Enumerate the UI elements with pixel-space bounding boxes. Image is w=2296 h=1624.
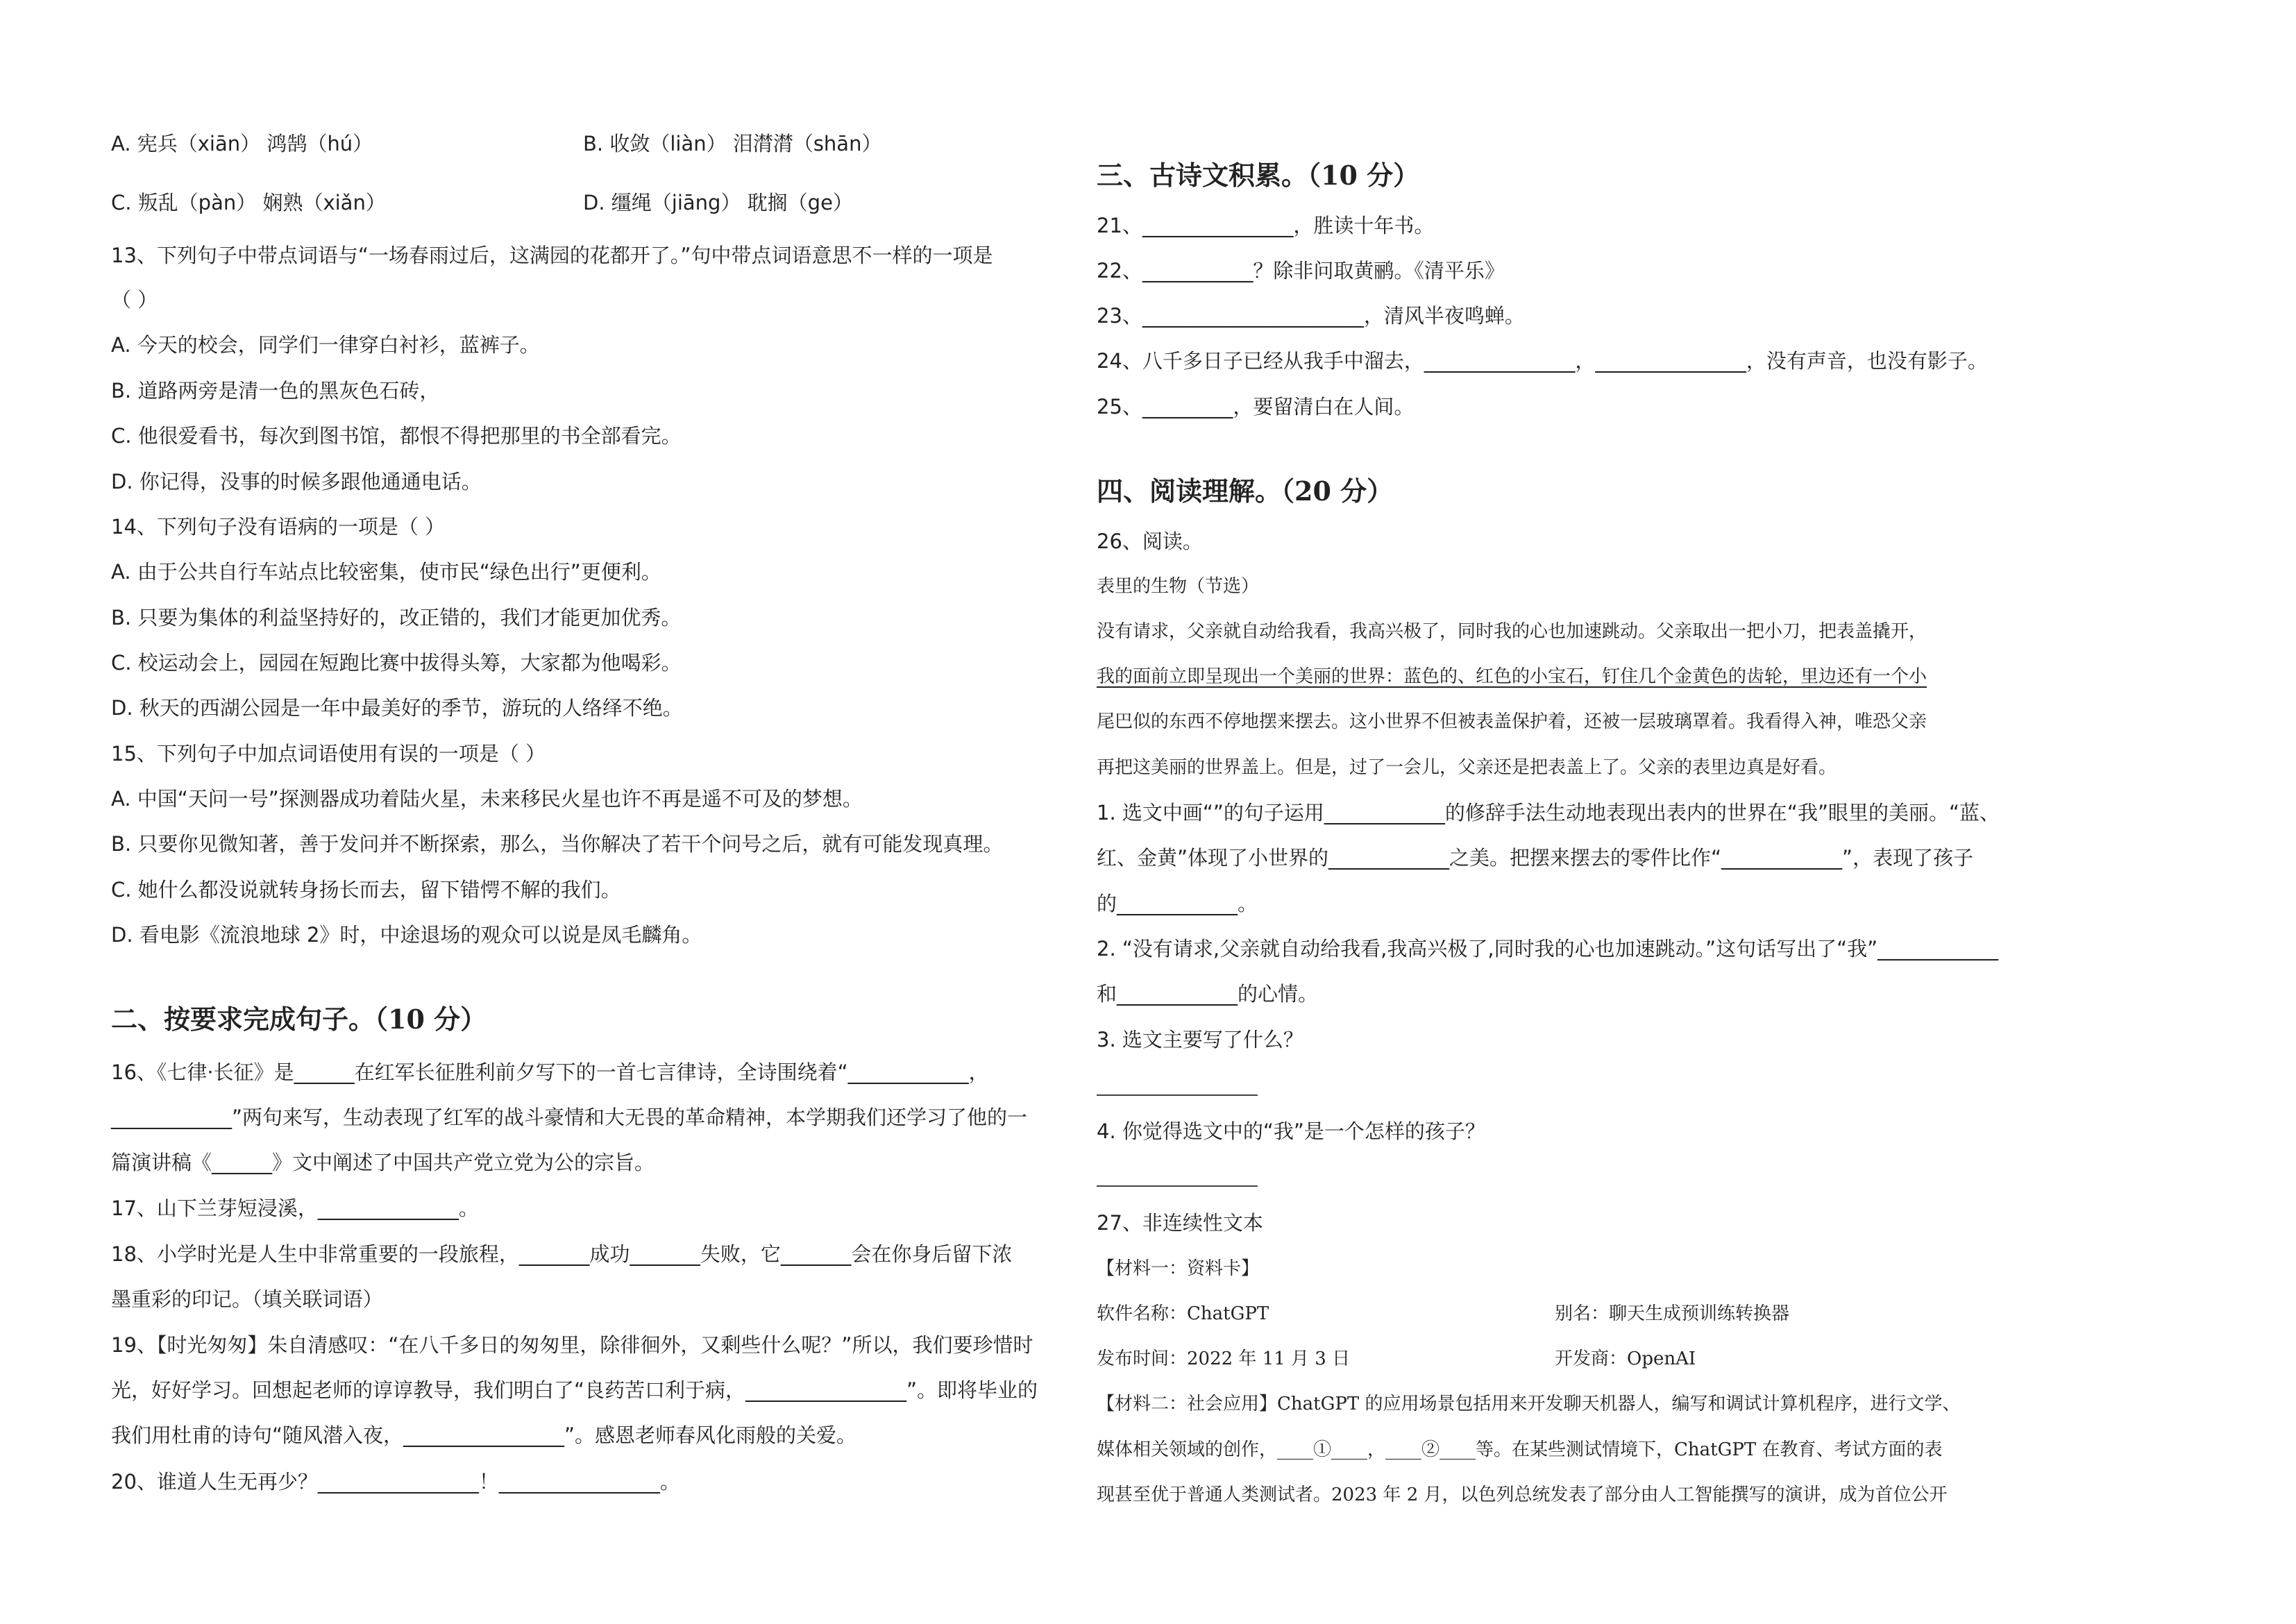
passage-title: 表里的生物（节选） bbox=[1097, 576, 1260, 597]
section-3-title: 三、古诗文积累。（10 分） bbox=[1097, 160, 1420, 191]
reading-question-3: 3. 选文主要写了什么？ bbox=[1097, 1028, 1303, 1051]
option-line: D. 看电影《流浪地球 2》时，中途退场的观众可以说是凤毛麟角。 bbox=[111, 923, 702, 947]
option-line: B. 只要你见微知著，善于发问并不断探索，那么，当你解决了若干个问号之后，就有可能发现真理。 bbox=[111, 832, 1004, 856]
option-line: A. 今天的校会，同学们一律穿白衬衫，蓝裤子。 bbox=[111, 333, 540, 357]
option-c: C. 叛乱（pàn） 娴熟（xiǎn） bbox=[111, 191, 386, 214]
question-16-cont: 篇演讲稿《______》文中阐述了中国共产党立党为公的宗旨。 bbox=[111, 1151, 655, 1174]
option-a: A. 宪兵（xiān） 鸿鹄（hú） bbox=[111, 132, 373, 155]
option-line: C. 校运动会上，园园在短跑比赛中拔得头筹，大家都为他喝彩。 bbox=[111, 651, 682, 675]
question-16-cont: ____________”两句来写，生动表现了红军的战斗豪情和大无畏的革命精神，本学期我们还学习了他的一 bbox=[111, 1106, 1028, 1129]
question-25: 25、_________，要留清白在人间。 bbox=[1097, 395, 1415, 418]
material-2-line: 媒体相关领域的创作，____①____，____②____等。在某些测试情境下，ChatGPT 在教育、考试方面的表 bbox=[1097, 1439, 1943, 1460]
card-software-name: 软件名称：ChatGPT bbox=[1097, 1303, 1269, 1324]
card-release-date: 发布时间：2022 年 11 月 3 日 bbox=[1097, 1348, 1351, 1369]
answer-line bbox=[1097, 1185, 1258, 1187]
section-4-title: 四、阅读理解。（20 分） bbox=[1097, 475, 1394, 507]
question-19-cont: 我们用杜甫的诗句“随风潜入夜，________________”。感恩老师春风化雨般的关爱。 bbox=[111, 1423, 857, 1447]
section-2-title: 二、按要求完成句子。（10 分） bbox=[111, 1004, 487, 1035]
question-20: 20、谁道人生无再少？________________！________________。 bbox=[111, 1470, 680, 1494]
question-15: 15、下列句子中加点词语使用有误的一项是（ ） bbox=[111, 742, 546, 766]
question-19: 19、【时光匆匆】朱自清感叹：“在八千多日的匆匆里，除徘徊外，又剩些什么呢？”所以，我们要珍惜时 bbox=[111, 1333, 1033, 1357]
question-18-cont: 墨重彩的印记。（填关联词语） bbox=[111, 1287, 383, 1311]
reading-question-4: 4. 你觉得选文中的“我”是一个怎样的孩子？ bbox=[1097, 1119, 1485, 1143]
card-alias: 别名：聊天生成预训练转换器 bbox=[1555, 1303, 1790, 1324]
reading-question-2: 2. “没有请求,父亲就自动给我看,我高兴极了,同时我的心也加速跳动。”这句话写出了“我”____________ bbox=[1097, 937, 1999, 961]
passage-line: 再把这美丽的世界盖上。但是，过了一会儿，父亲还是把表盖上了。父亲的表里边真是好看。 bbox=[1097, 757, 1837, 778]
question-27: 27、非连续性文本 bbox=[1097, 1211, 1263, 1235]
passage-line: 尾巴似的东西不停地摆来摆去。这小世界不但被表盖保护着，还被一层玻璃罩着。我看得入神，唯恐父亲 bbox=[1097, 711, 1927, 732]
option-line: A. 由于公共自行车站点比较密集，使市民“绿色出行”更便利。 bbox=[111, 560, 661, 584]
option-line: C. 她什么都没说就转身扬长而去，留下错愕不解的我们。 bbox=[111, 878, 621, 902]
option-d: D. 缰绳（jiāng） 耽搁（ge） bbox=[583, 191, 853, 214]
option-line: D. 秋天的西湖公园是一年中最美好的季节，游玩的人络绎不绝。 bbox=[111, 696, 683, 720]
passage-line-underlined: 我的面前立即呈现出一个美丽的世界：蓝色的、红色的小宝石，钉住几个金黄色的齿轮，里边还有一个小 bbox=[1097, 666, 1927, 687]
reading-question-1-cont: 的____________。 bbox=[1097, 892, 1258, 915]
question-23: 23、______________________，清风半夜鸣蝉。 bbox=[1097, 304, 1525, 328]
option-line: A. 中国“天问一号”探测器成功着陆火星，未来移民火星也许不再是遥不可及的梦想。 bbox=[111, 787, 863, 811]
option-line: C. 他很爱看书，每次到图书馆，都恨不得把那里的书全部看完。 bbox=[111, 424, 682, 448]
reading-question-1-cont: 红、金黄”体现了小世界的____________之美。把摆来摆去的零件比作“____________”，表现了孩子 bbox=[1097, 846, 1974, 870]
option-b: B. 收敛（liàn） 泪潸潸（shān） bbox=[583, 132, 882, 155]
option-line: B. 道路两旁是清一色的黑灰色石砖， bbox=[111, 379, 440, 403]
reading-question-1: 1. 选文中画“”的句子运用____________的修辞手法生动地表现出表内的世界在“我”眼里的美丽。“蓝、 bbox=[1097, 801, 2000, 824]
question-24: 24、八千多日子已经从我手中溜去，_______________，_______________，没有声音，也没有影子。 bbox=[1097, 349, 1988, 373]
material-2-line: 现甚至优于普通人类测试者。2023 年 2 月，以色列总统发表了部分由人工智能撰写的演讲，成为首位公开 bbox=[1097, 1485, 1948, 1505]
question-13: 13、下列句子中带点词语与“一场春雨过后，这满园的花都开了。”句中带点词语意思不一样的一项是 bbox=[111, 244, 993, 267]
question-17: 17、山下兰芽短浸溪，______________。 bbox=[111, 1196, 479, 1220]
question-18: 18、小学时光是人生中非常重要的一段旅程，_______成功_______失败，它_______会在你身后留下浓 bbox=[111, 1242, 1013, 1266]
reading-question-2-cont: 和____________的心情。 bbox=[1097, 982, 1319, 1006]
option-line: B. 只要为集体的利益坚持好的，改正错的，我们才能更加优秀。 bbox=[111, 606, 682, 629]
question-26-intro: 26、阅读。 bbox=[1097, 530, 1203, 553]
answer-line bbox=[1097, 1094, 1258, 1096]
material-1-heading: 【材料一：资料卡】 bbox=[1097, 1258, 1260, 1279]
passage-line: 没有请求，父亲就自动给我看，我高兴极了，同时我的心也加速跳动。父亲取出一把小刀，把表盖撬开， bbox=[1097, 621, 1927, 642]
card-developer: 开发商：OpenAI bbox=[1555, 1348, 1696, 1369]
question-21: 21、_______________，胜读十年书。 bbox=[1097, 214, 1435, 237]
question-19-cont: 光，好好学习。回想起老师的谆谆教导，我们明白了“良药苦口利于病，________________”。即将毕业的 bbox=[111, 1378, 1038, 1402]
material-2-line: 【材料二：社会应用】ChatGPT 的应用场景包括用来开发聊天机器人，编写和调试计算机程序，进行文学、 bbox=[1097, 1394, 1961, 1414]
option-line: D. 你记得，没事的时候多跟他通通电话。 bbox=[111, 470, 482, 493]
question-14: 14、下列句子没有语病的一项是（ ） bbox=[111, 515, 446, 539]
question-16: 16、《七律·长征》是______在红军长征胜利前夕写下的一首七言律诗，全诗围绕着“____________， bbox=[111, 1060, 989, 1084]
answer-bracket: （ ） bbox=[111, 288, 158, 312]
question-22: 22、___________？除非问取黄鹂。《清平乐》 bbox=[1097, 259, 1505, 282]
